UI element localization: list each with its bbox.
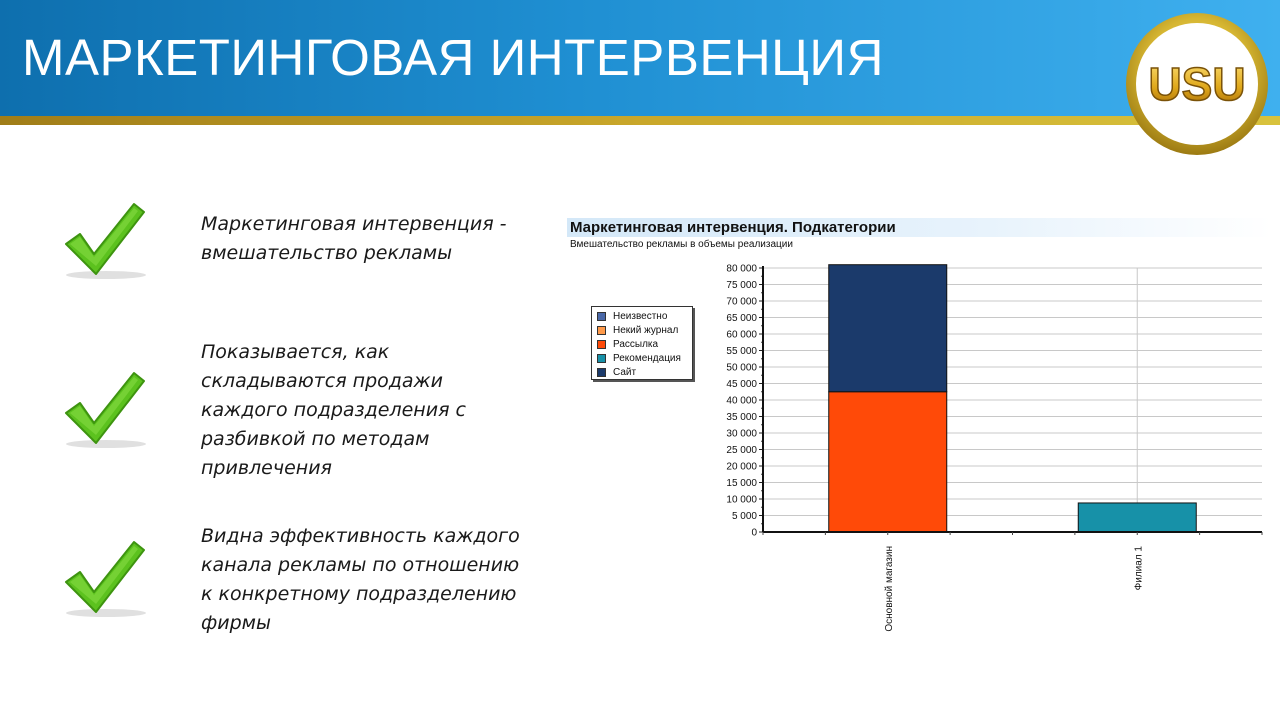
chart-subtitle: Вмешательство рекламы в объемы реализации [570,239,793,250]
y-tick-label: 50 000 [726,362,757,374]
legend-swatch [597,354,606,363]
bar-segment [829,392,947,532]
legend-swatch [597,368,606,377]
legend-item [597,337,692,351]
legend-swatch [597,312,606,321]
y-tick-label: 20 000 [726,461,757,473]
chart-legend [591,306,693,380]
page-title: МАРКЕТИНГОВАЯ ИНТЕРВЕНЦИЯ [22,29,884,86]
bar-chart [700,260,1275,660]
usu-logo [1124,11,1270,157]
legend-item [597,351,692,365]
x-tick-label: Основной магазин [883,546,895,632]
y-tick-label: 0 [751,527,757,539]
logo-text: USU [1148,58,1246,110]
y-tick-label: 45 000 [726,379,757,390]
legend-item [597,323,692,337]
chart-title: Маркетинговая интервенция. Подкатегории [570,219,896,236]
legend-swatch [597,340,606,349]
legend-label: Некий журнал [613,324,679,336]
y-tick-label: 35 000 [726,412,757,423]
y-tick-label: 40 000 [726,395,757,407]
y-tick-label: 80 000 [726,263,757,275]
legend-label: Неизвестно [613,310,668,322]
legend-item [597,309,692,323]
x-tick-label: Филиал 1 [1133,546,1145,591]
legend-label: Рассылка [613,338,659,350]
bullet-text-3: Видна эффективность каждого канала рекламы по отношению к конкретному подразделению фирмы [201,525,520,634]
legend-swatch [597,326,606,335]
legend-label: Сайт [613,366,637,378]
y-tick-label: 30 000 [726,428,757,440]
y-tick-label: 55 000 [726,346,757,357]
y-tick-label: 5 000 [731,511,757,522]
checkmark-icon [58,536,150,620]
checkmark-icon [58,198,150,282]
bullet-text-2: Показывается, как складываются продажи каждого подразделения с разбивкой по методам привлечения [201,341,466,479]
y-tick-label: 65 000 [726,313,757,324]
gold-divider [0,116,1280,125]
legend-label: Рекомендация [613,352,681,364]
legend-item [597,365,692,379]
y-tick-label: 15 000 [726,478,757,489]
y-tick-label: 10 000 [726,494,757,506]
y-tick-label: 75 000 [726,280,757,291]
bar-segment [1078,503,1196,532]
bar-segment [829,265,947,392]
y-tick-label: 60 000 [726,329,757,341]
checkmark-icon [58,367,150,451]
bullet-text-1: Маркетинговая интервенция - вмешательство рекламы [201,213,507,264]
y-tick-label: 25 000 [726,445,757,456]
y-tick-label: 70 000 [726,296,757,308]
